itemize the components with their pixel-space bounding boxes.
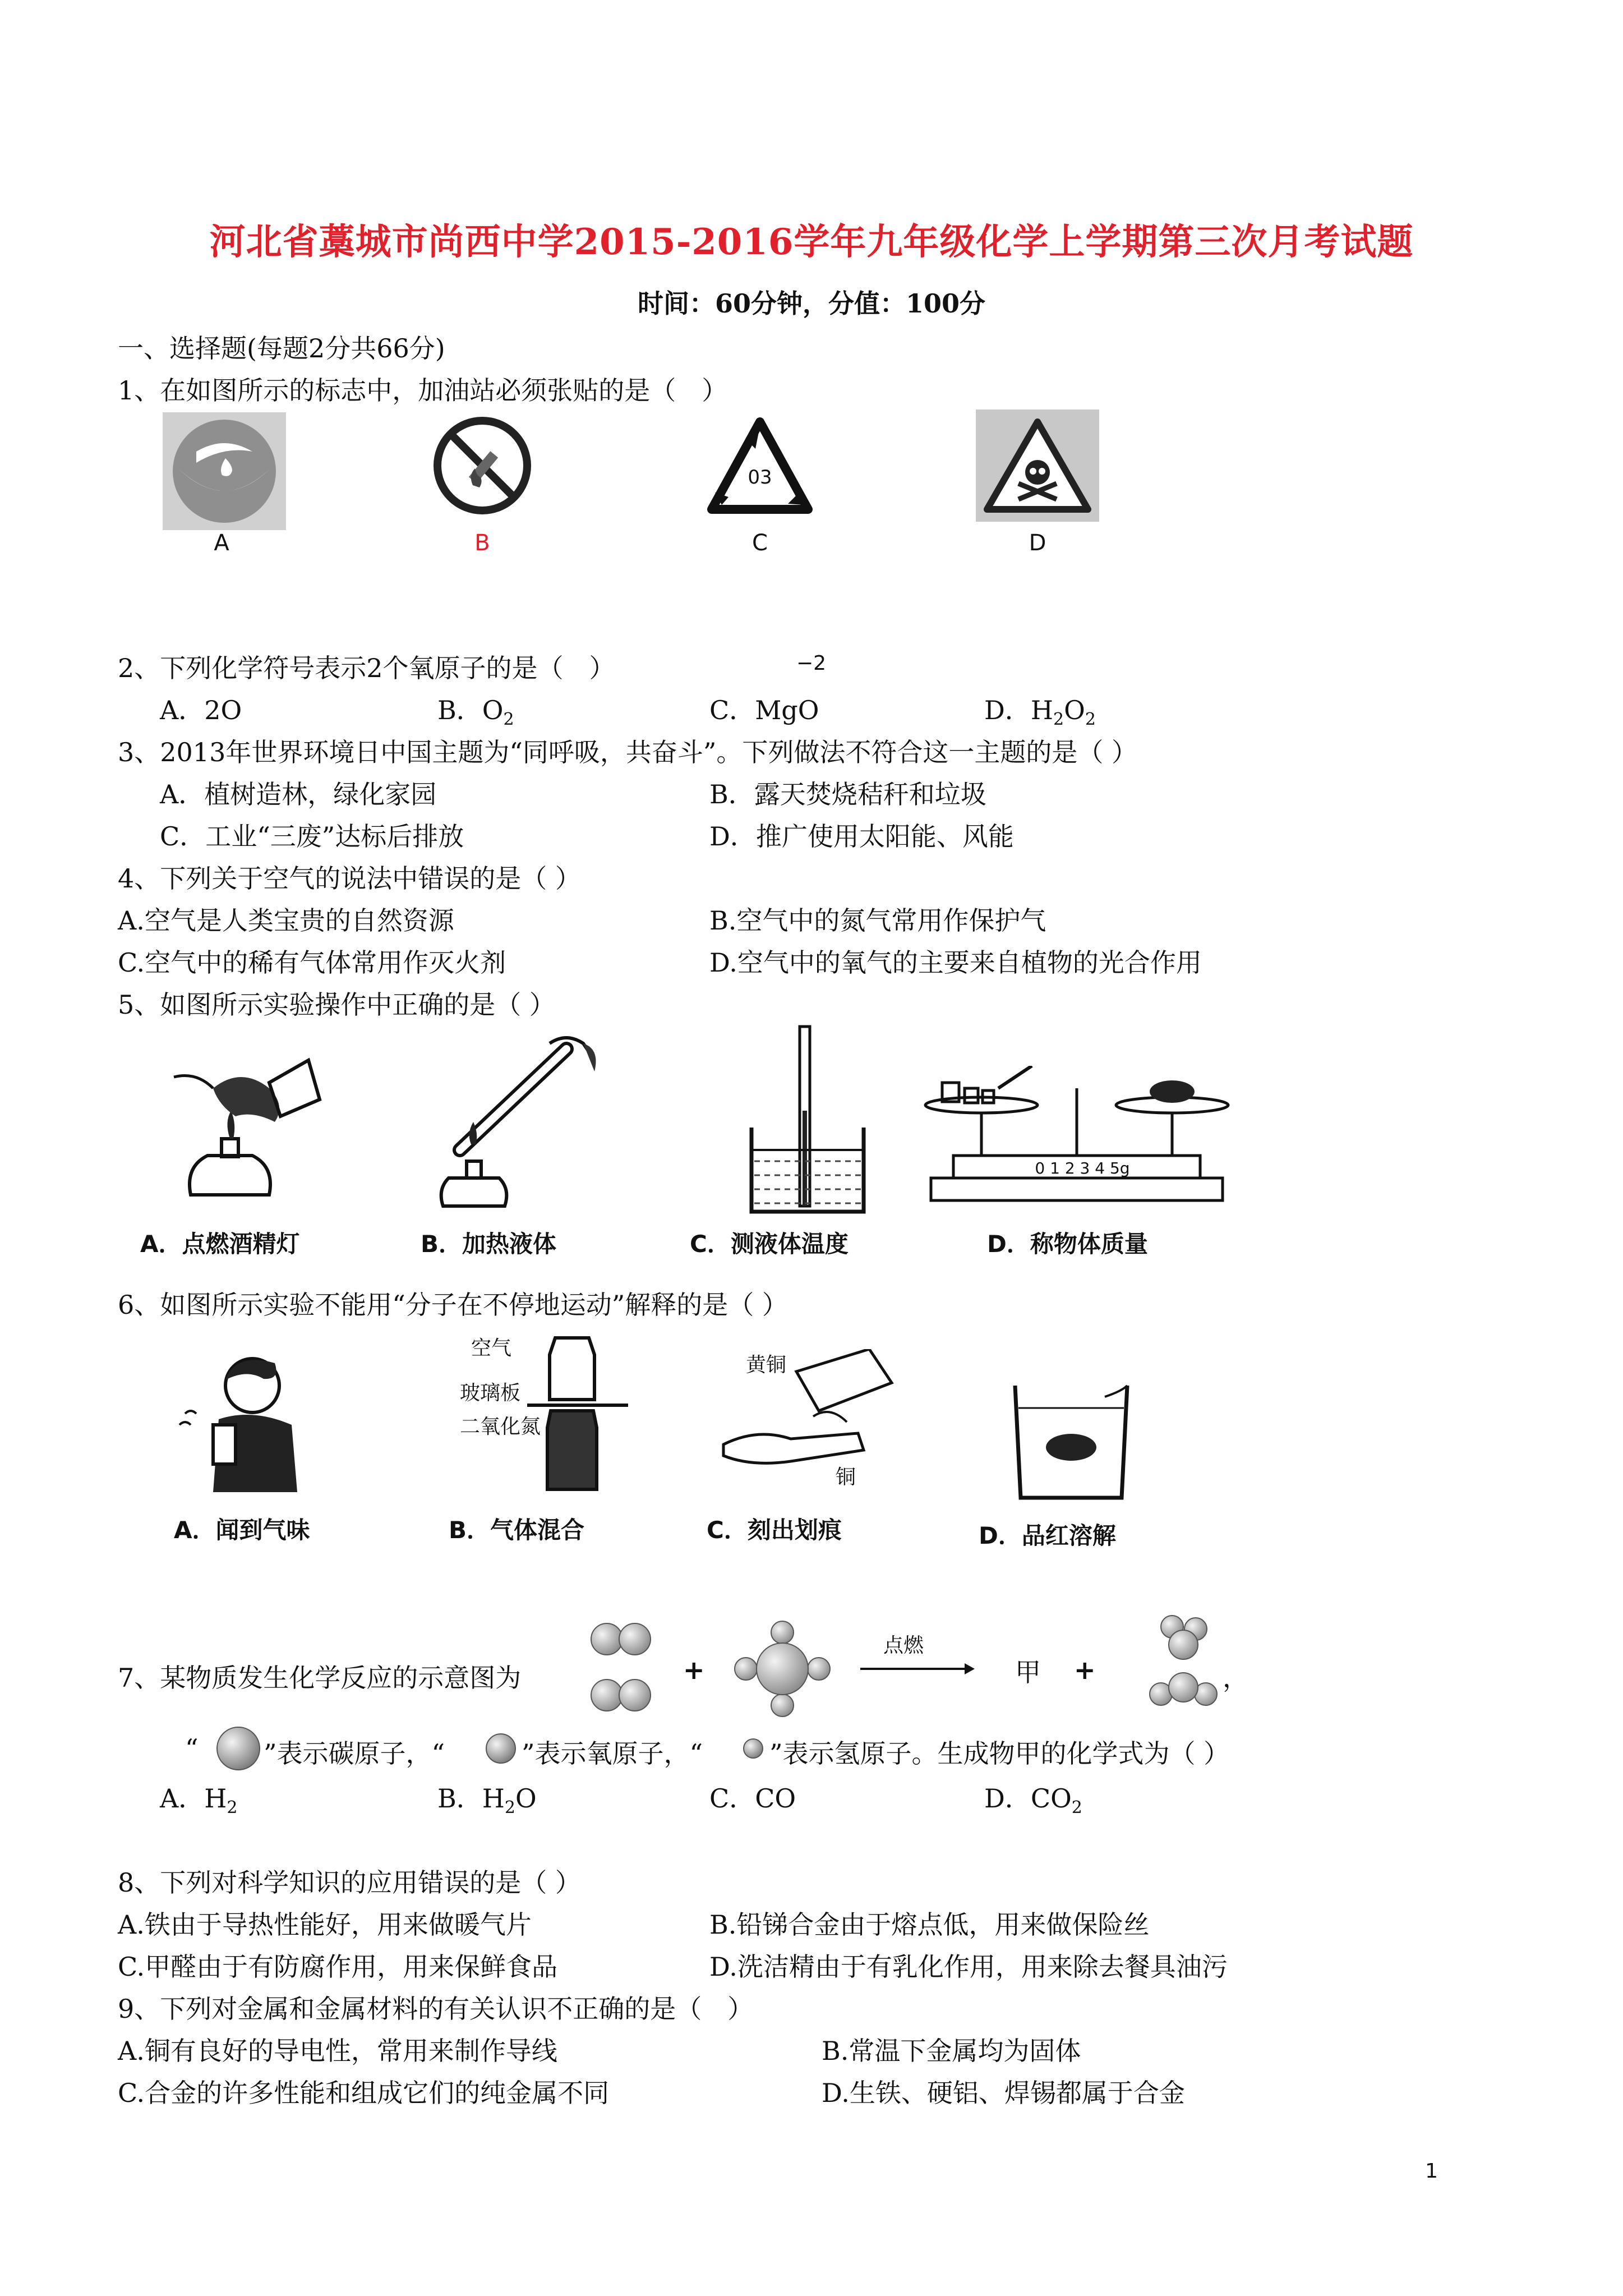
reaction-condition: 点燃 — [883, 1634, 924, 1657]
recycle-icon — [704, 415, 816, 522]
q9-option-c: C.合金的许多性能和组成它们的纯金属不同 — [118, 2078, 610, 2108]
q5-caption-d: D．称物体质量 — [987, 1230, 1148, 1258]
q8-option-b: B.铅锑合金由于熔点低，用来做保险丝 — [709, 1910, 1150, 1940]
q7-plus-2: + — [1074, 1655, 1096, 1685]
q4-option-d: D.空气中的氧气的主要来自植物的光合作用 — [709, 947, 1202, 978]
q5-stem: 5、如图所示实验操作中正确的是（ ） — [118, 990, 555, 1020]
scale-ticks: 0 1 2 3 4 5g — [1035, 1159, 1130, 1177]
scratch-brass-figure — [712, 1349, 914, 1495]
smelling-boy-figure — [168, 1346, 320, 1498]
q7-plus-1: + — [683, 1655, 705, 1685]
water-saving-icon — [163, 412, 286, 530]
q3-option-a: A．植树造林，绿化家园 — [160, 779, 437, 809]
q7-comma: ， — [1223, 1663, 1248, 1693]
q3-stem: 3、2013年世界环境日中国主题为“同呼吸，共奋斗”。下列做法不符合这一主题的是（ ） — [118, 737, 1137, 767]
q6-caption-a: A．闻到气味 — [174, 1516, 310, 1544]
dissolving-beaker-figure — [1004, 1374, 1138, 1509]
q4-stem: 4、下列关于空气的说法中错误的是（ ） — [118, 863, 581, 894]
recycle-code: 03 — [748, 466, 772, 489]
reaction-arrow — [858, 1658, 976, 1680]
q9-stem: 9、下列对金属和金属材料的有关认识不正确的是（ ） — [118, 1994, 754, 2024]
label-air: 空气 — [471, 1337, 512, 1360]
q1-stem: 1、在如图所示的标志中，加油站必须张贴的是（ ） — [118, 375, 728, 406]
label-copper: 铜 — [836, 1466, 856, 1489]
q2-option-d: D．$H_2O_2$ — [984, 695, 1096, 730]
q7-stem: 7、某物质发生化学反应的示意图为 — [118, 1663, 522, 1693]
q7-option-b: B．$H_2O$ — [437, 1783, 537, 1818]
q6-caption-c: C．刻出划痕 — [707, 1516, 842, 1544]
q7-product-jia: 甲 — [1015, 1657, 1041, 1687]
gas-mixing-figure — [426, 1332, 651, 1501]
balance-scale-figure — [920, 1066, 1234, 1223]
q6-stem: 6、如图所示实验不能用“分子在不停地运动”解释的是（ ） — [118, 1290, 788, 1320]
q7-option-c: C．CO — [709, 1783, 796, 1814]
oxygen-atom-legend — [482, 1730, 519, 1767]
q2-option-c: C．MgO — [709, 695, 819, 725]
alcohol-lamp-lighting-figure — [140, 1055, 353, 1223]
carbon-atom-legend — [213, 1723, 264, 1774]
heating-liquid-figure — [415, 1027, 606, 1223]
q8-option-c: C.甲醛由于有防腐作用，用来保鲜食品 — [118, 1952, 558, 1982]
q5-caption-a: A．点燃酒精灯 — [140, 1230, 300, 1258]
water-molecules-product — [1144, 1610, 1223, 1722]
legend-carbon-text: ”表示碳原子，“ — [264, 1738, 445, 1769]
exam-info: 时间：60分钟，分值：100分 — [637, 288, 986, 319]
q9-option-a: A.铜有良好的导电性，常用来制作导线 — [118, 2036, 557, 2066]
q2-option-a: A．2O — [160, 695, 242, 725]
hydrogen-atom-legend — [739, 1734, 767, 1763]
methane-molecule-reactant — [729, 1616, 836, 1722]
q8-option-a: A.铁由于导热性能好，用来做暖气片 — [118, 1910, 532, 1940]
legend-oxygen-text: ”表示氧原子，“ — [522, 1738, 703, 1769]
q4-option-a: A.空气是人类宝贵的自然资源 — [118, 905, 454, 936]
q2-charge-superscript: −2 — [796, 652, 827, 675]
q4-option-b: B.空气中的氮气常用作保护气 — [709, 905, 1046, 936]
oxygen-molecules-reactant — [583, 1616, 662, 1722]
thermometer-beaker-figure — [729, 1021, 886, 1223]
q2-option-b: B．$O_2$ — [437, 695, 514, 730]
q1-label-a: A — [214, 530, 229, 556]
q8-stem: 8、下列对科学知识的应用错误的是（ ） — [118, 1867, 581, 1898]
q3-option-c: C．工业“三废”达标后排放 — [160, 821, 464, 852]
q7-option-a: A．$H_2$ — [160, 1783, 238, 1818]
page-number: 1 — [1425, 2160, 1438, 2183]
page-title: 河北省藁城市尚西中学2015-2016学年九年级化学上学期第三次月考试题 — [209, 221, 1414, 263]
label-glass-plate: 玻璃板 — [460, 1382, 521, 1405]
label-no2: 二氧化氮 — [460, 1415, 541, 1438]
q1-label-b: B — [474, 530, 490, 556]
q5-caption-c: C．测液体温度 — [690, 1230, 849, 1258]
q9-option-b: B.常温下金属均为固体 — [822, 2036, 1081, 2066]
q3-option-b: B．露天焚烧秸秆和垃圾 — [709, 779, 986, 809]
no-fire-icon — [429, 412, 536, 519]
q8-option-d: D.洗洁精由于有乳化作用，用来除去餐具油污 — [709, 1952, 1228, 1982]
q2-stem: 2、下列化学符号表示2个氧原子的是（ ） — [118, 653, 615, 683]
q6-caption-b: B．气体混合 — [449, 1516, 585, 1544]
q3-option-d: D．推广使用太阳能、风能 — [709, 821, 1014, 852]
q9-option-d: D.生铁、硬铝、焊锡都属于合金 — [822, 2078, 1185, 2108]
legend-hydrogen-text: ”表示氢原子。生成物甲的化学式为（ ） — [769, 1738, 1230, 1769]
section-heading: 一、选择题(每题2分共66分) — [118, 333, 445, 364]
q1-label-d: D — [1029, 530, 1046, 556]
label-brass: 黄铜 — [746, 1354, 787, 1377]
q5-caption-b: B．加热液体 — [421, 1230, 557, 1258]
q4-option-c: C.空气中的稀有气体常用作灭火剂 — [118, 947, 506, 978]
toxic-warning-icon — [976, 409, 1099, 522]
q1-label-c: C — [752, 530, 768, 556]
legend-quote: “ — [185, 1733, 199, 1764]
q7-option-d: D．$CO_2$ — [984, 1783, 1082, 1818]
q6-caption-d: D．品红溶解 — [979, 1522, 1116, 1549]
